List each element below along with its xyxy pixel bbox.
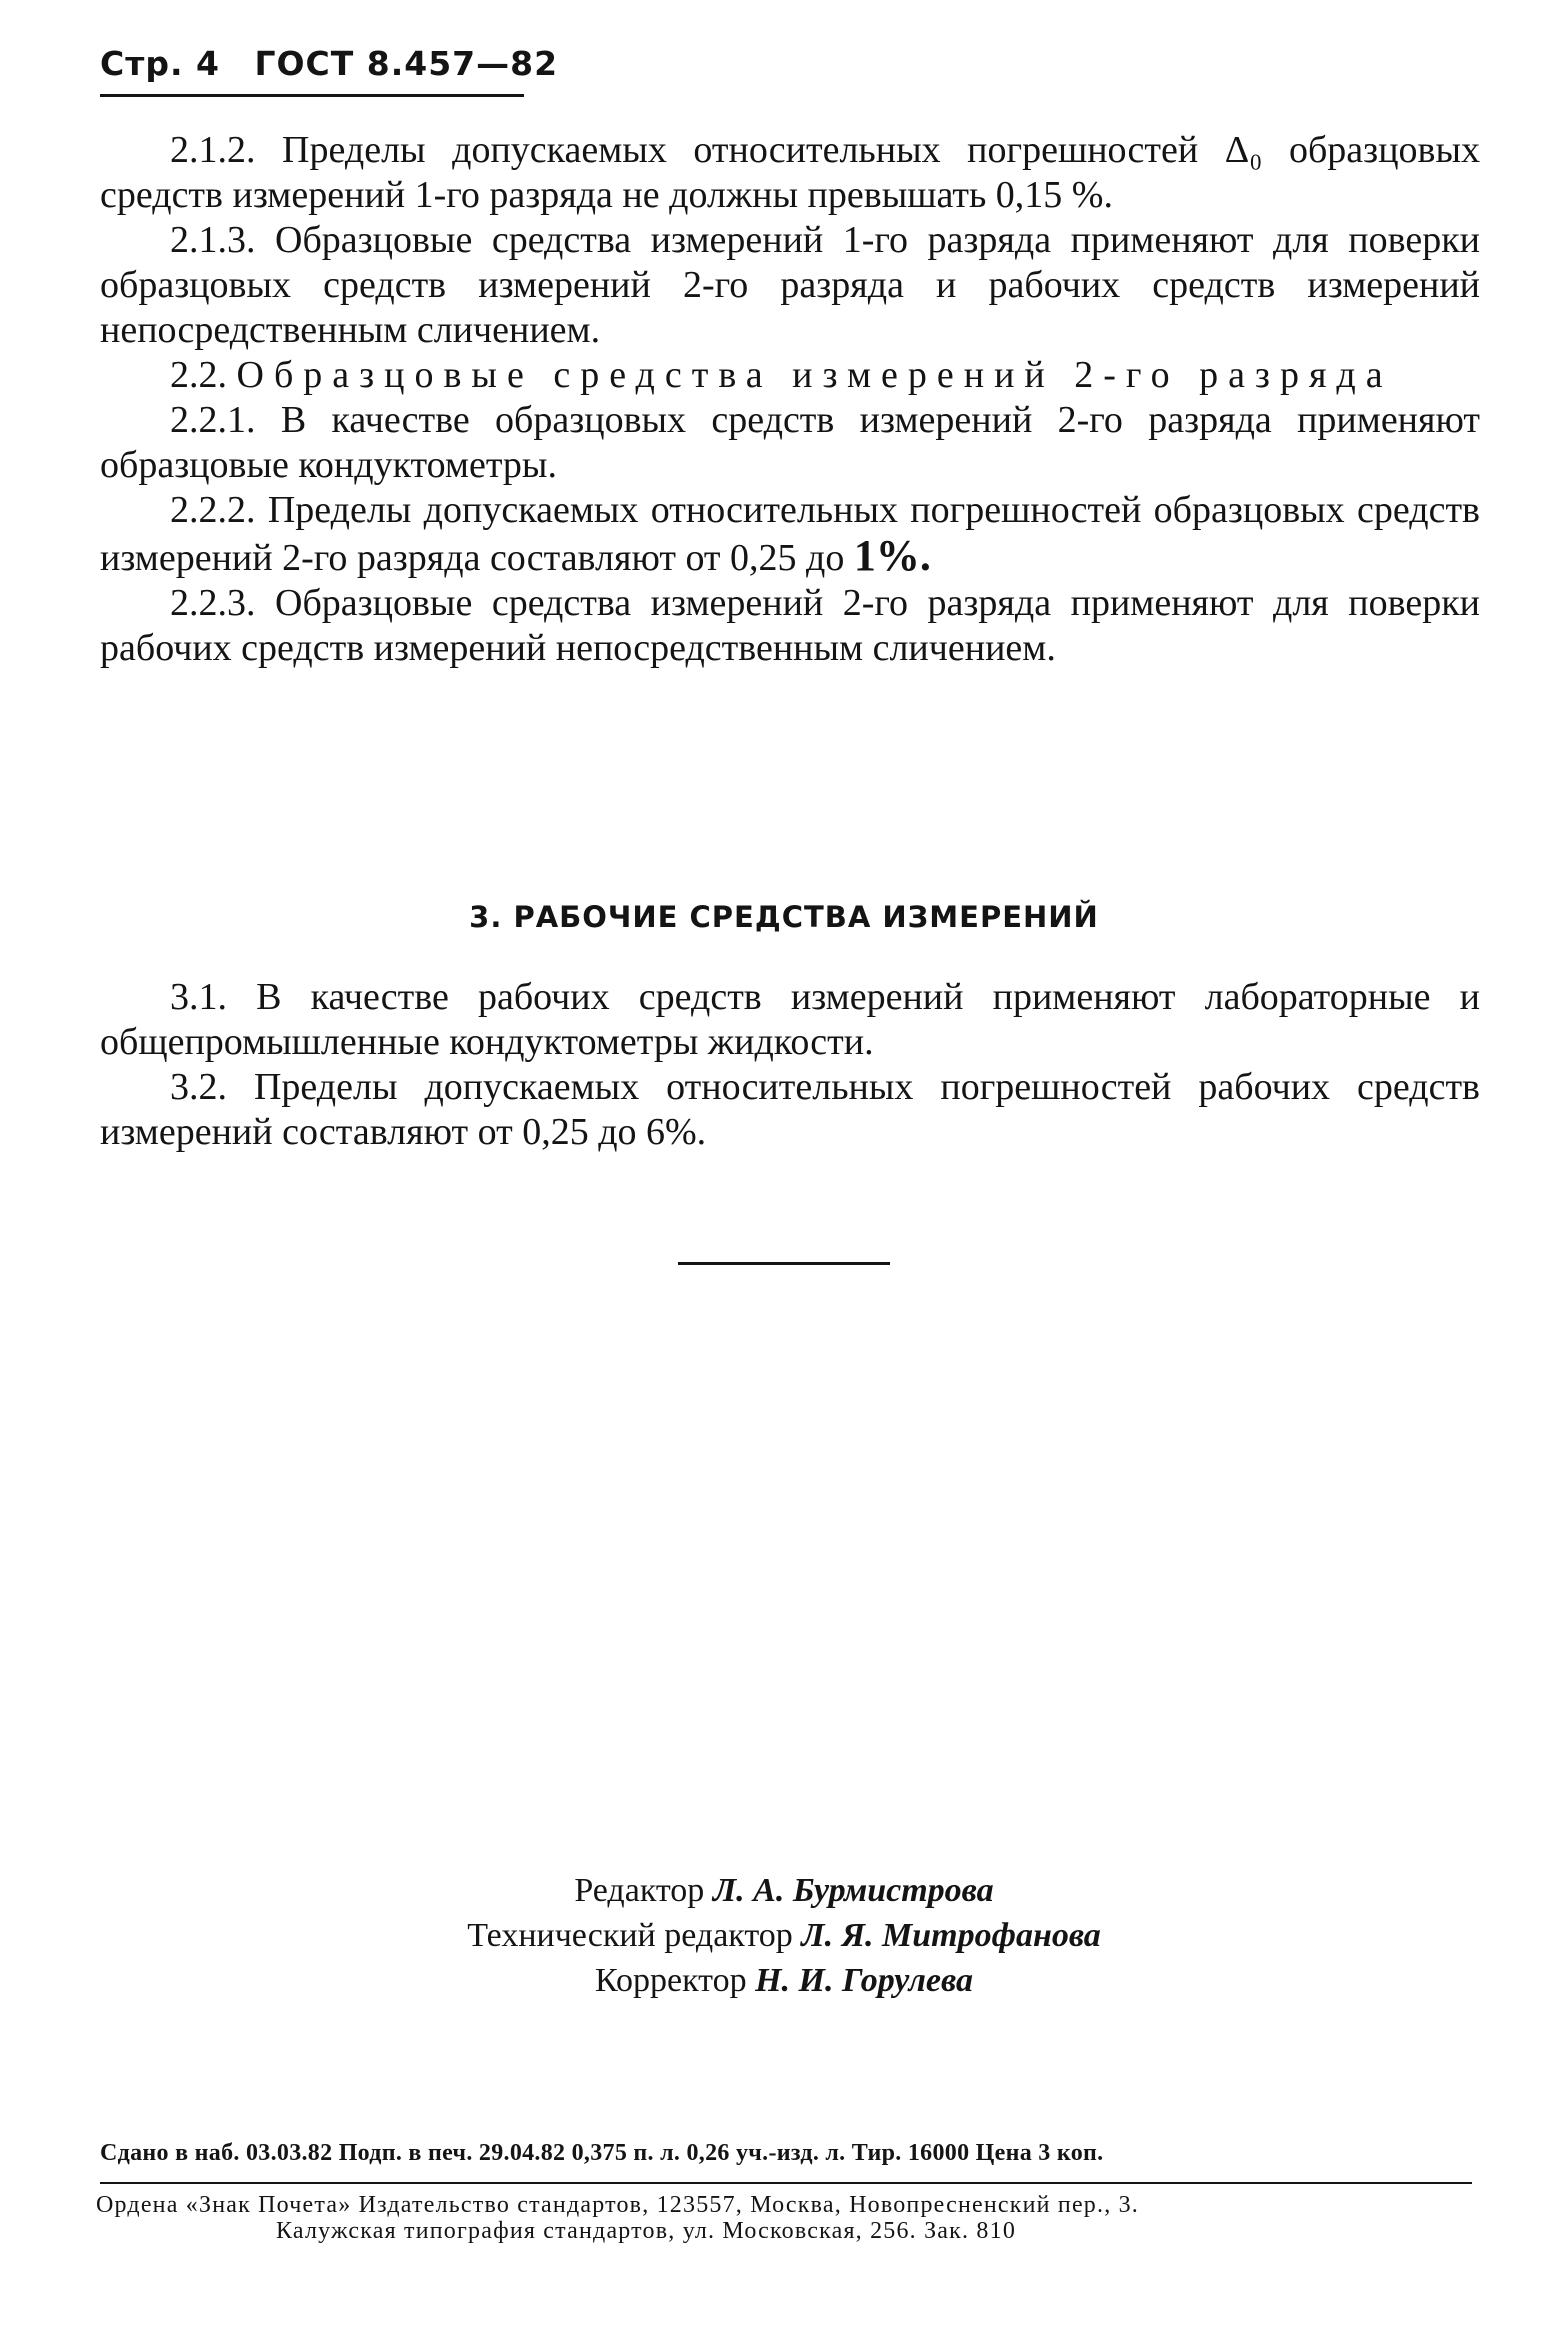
paragraph-2-2-1: 2.2.1. В качестве образцовых средств измерений 2-го разряда применяют образцовые кондуктометры. xyxy=(100,399,1480,486)
subheading-2-2 xyxy=(100,353,1480,398)
publisher-info xyxy=(96,2192,1476,2244)
tech-editor-name: Л. Я. Митрофанова xyxy=(801,1917,1101,1954)
standard-number: ГОСТ 8.457—82 xyxy=(254,44,559,83)
corrector-label: Корректор xyxy=(595,1962,747,1999)
corrector-line xyxy=(0,1958,1568,2003)
credits-block xyxy=(0,1868,1568,2003)
editor-name: Л. А. Бурмистрова xyxy=(712,1872,994,1909)
section-2-body xyxy=(100,128,1480,671)
end-of-text-rule xyxy=(678,1262,890,1265)
page-number-label: Стр. 4 xyxy=(100,44,220,83)
subheading-number: 2.2. xyxy=(170,354,227,396)
paragraph-2-2-2 xyxy=(100,488,1480,581)
subheading-text: Образцовые средства измерений 2-го разряда xyxy=(236,354,1393,396)
section-3-title: 3. РАБОЧИЕ СРЕДСТВА ИЗМЕРЕНИЙ xyxy=(469,900,1099,934)
editor-line xyxy=(0,1868,1568,1913)
section-3-body xyxy=(100,975,1480,1155)
paragraph-2-1-3: 2.1.3. Образцовые средства измерений 1-го разряда применяют для поверки образцовых средств измерений 2-го разряда и рабочих средств измерений непосредственным сличением. xyxy=(100,219,1480,351)
imprint-rule xyxy=(100,2182,1472,2184)
paragraph-3-1: 3.1. В качестве рабочих средств измерений применяют лабораторные и общепромышленные кондуктометры жидкости. xyxy=(100,976,1480,1063)
paragraph-2-2-2-tail: 1%. xyxy=(853,531,931,580)
tech-editor-label: Технический редактор xyxy=(467,1917,793,1954)
corrector-name: Н. И. Горулева xyxy=(755,1962,973,1999)
print-info: Сдано в наб. 03.03.82 Подп. в печ. 29.04.82 0,375 п. л. 0,26 уч.-изд. л. Тир. 16000 Цена 3 коп. xyxy=(100,2140,1104,2166)
page-header xyxy=(100,44,580,83)
publisher-line-2: Калужская типография стандартов, ул. Московская, 256. Зак. 810 xyxy=(276,2218,1017,2244)
paragraph-2-2-3: 2.2.3. Образцовые средства измерений 2-го разряда применяют для поверки рабочих средств измерений непосредственным сличением. xyxy=(100,582,1480,669)
paragraph-2-2-2-text: 2.2.2. Пределы допускаемых относительных погрешностей образцовых средств измерений 2-го разряда составляют от 0,25 до xyxy=(100,489,1480,579)
header-rule xyxy=(100,94,524,97)
paragraph-2-1-2: 2.1.2. Пределы допускаемых относительных погрешностей Δ₀ образцовых средств измерений 1-го разряда не должны превышать 0,15 %. xyxy=(100,129,1480,216)
editor-label: Редактор xyxy=(574,1872,705,1909)
tech-editor-line xyxy=(0,1913,1568,1958)
publisher-line-1: Ордена «Знак Почета» Издательство стандартов, 123557, Москва, Новопресненский пер., 3. xyxy=(96,2192,1139,2218)
paragraph-3-2: 3.2. Пределы допускаемых относительных погрешностей рабочих средств измерений составляют от 0,25 до 6%. xyxy=(100,1066,1480,1153)
